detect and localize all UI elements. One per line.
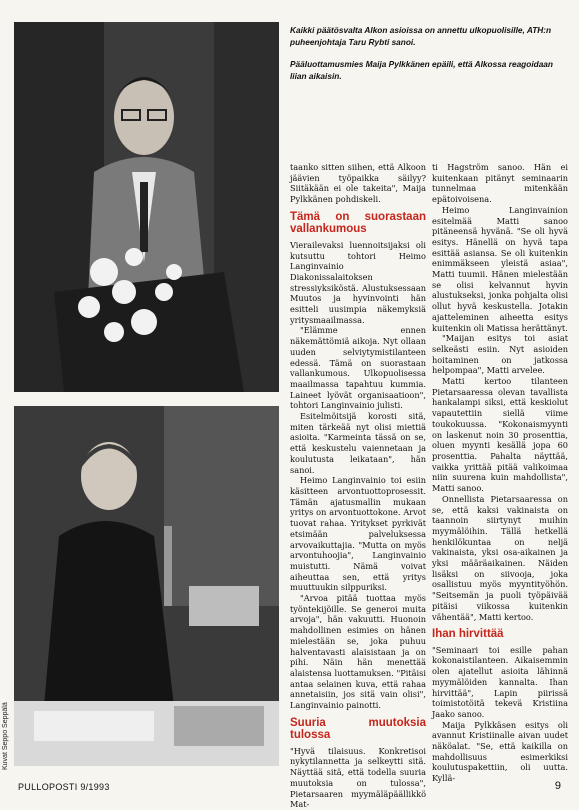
body-paragraph: "Elämme ennen näkemättömiä aikoja. Nyt ollaan uuden selviytymistilanteen edessä. Tämä on suorastaan vallankumous. Ulkopuolisessa maailmassa tapahtuu kummia. Laineet lyövät organisaatioon", tohtori Langinvainio julisti. xyxy=(290,325,426,411)
article-column-2 xyxy=(432,162,568,784)
photo-credit: Kuvat Seppo Seppälä xyxy=(2,702,9,770)
photo-speaker-woman xyxy=(14,406,279,766)
caption-paragraph: Pääluottamusmies Maija Pylkkänen epäili, että Alkossa reagoidaan liian aikaisin. xyxy=(290,59,553,81)
publication-footer: PULLOPOSTI 9/1993 xyxy=(18,782,110,792)
body-paragraph: Maija Pylkkäsen esitys oli avannut Kristiinalle aivan uudet näköalat. "Se, että kaikilla on mahdollisuus esimerkiksi koulutuspakettiin, oli uutta. Kyllä- xyxy=(432,719,568,784)
page-number: 9 xyxy=(554,780,561,792)
photo-speaker-man xyxy=(14,22,279,392)
body-paragraph: Heimo Langinvainion esitelmää Matti sanoo pitäneensä hyvänä. "Se oli hyvä esitys. Hänellä on hyvä tapa esittää asiansa. Se oli kuitenkin enimmäkseen yleistä asiaa", Matti tuumii. Hänen mielestään se olisi kelvannut hyvin alustukseksi, jonka pohjalta olisi ollut hyvä keskustella. Jotakin ajatteleminen aiheetta esitys kuitenkin oli Matissa herättänyt. xyxy=(432,204,568,333)
article-column-1 xyxy=(290,162,426,810)
body-paragraph: Vierailevaksi luennoitsijaksi oli kutsuttu tohtori Heimo Langinvainio Diakonissalaitoksen stressiyksiköstä. Alustuksessaan Muutos ja hyvinvointi hän esitteli uusimpia näkemyksiä yritysmaailmassa. xyxy=(290,239,426,325)
body-paragraph: taanko sitten siihen, että Alkoon jäävien työpaikka säilyy? Siitäkään ei ole takeita", Maija Pylkkänen pohdiskeli. xyxy=(290,162,426,205)
body-paragraph: "Hyvä tilaisuus. Konkretisoi nykytilannetta ja selkeytti sitä. Näyttää sitä, että todella suuria muutoksia on tulossa", Pietarsaaren myymäläpäällikkö Mat- xyxy=(290,745,426,810)
body-paragraph: "Seminaari toi esille pahan kokonaistilanteen. Aikaisemmin olen ajatellut asioita lähinnä myymälöiden kannalta. Ihan hirvittää", Lapin piirissä toimistotöitä tekevä Kristiina Jaako sanoo. xyxy=(432,644,568,719)
body-paragraph: Esitelmöitsijä korosti sitä, miten tärkeää nyt olisi miettiä asioita. "Karmeinta tässä on se, että keskustelu vaiennetaan ja koulutusta leikataan", hän sanoi. xyxy=(290,411,426,475)
subheading: Suuria muutoksia tulossa xyxy=(290,716,426,742)
body-paragraph: ti Hagström sanoo. Hän ei kuitenkaan pitänyt seminaarin tunnelmaa mitenkään epätoivoisena. xyxy=(432,162,568,205)
caption-paragraph: Kaikki päätösvalta Alkon asioissa on annettu ulkopuolisille, ATH:n puheenjohtaja Taru Rybti sanoi. xyxy=(290,25,552,47)
body-paragraph: Matti kertoo tilanteen Pietarsaaressa olevan tavallista hankalampi siksi, että keskiolut vapautettiin siellä viime toukokuussa. "Kokonaismyynti on laskenut noin 30 prosenttia, oluen myynti kesällä jopa 60 prosenttia. Pahalta näyttää, vaikka yrittää pitää valikoimaa niin suurena kuin mahdollista", Matti sanoo. xyxy=(432,376,568,494)
subheading: Tämä on suorastaan vallankumous xyxy=(290,210,426,236)
photo-caption xyxy=(290,24,560,92)
subheading: Ihan hirvittää xyxy=(432,628,504,641)
body-paragraph: "Maijan esitys toi asiat selkeästi esiin. Nyt asioiden hoitaminen on jatkossa helpompaa", Matti arvelee. xyxy=(432,333,568,376)
body-paragraph: Heimo Langinvainio toi esiin käsitteen arvontuottoprosessit. Tämän ajatusmallin mukaan yritys on arvontuottokone. Arvot tuovat rahaa. Yritykset pyrkivät etsimään palveluksessa arvovaikuttajia. "Mutta on myös arvontuhoojia", Langinvainio muistutti. Nämä voivat aiheuttaa sen, että yritys muuttuukin silppuriksi. xyxy=(290,475,426,593)
body-paragraph: "Arvoa pitää tuottaa myös työntekijöille. Se generoi muita arvoja", hän vakuutti. Huonoin mahdollinen esimies on hänen mielestään se, joka puhuu halventavasti alaisistaan ja on pihi. Näin hän menettää alaistensa luottamuksen. "Pitäisi antaa selainen kuva, että rahaa annetaisiin, jos sitä vain olisi", Langinvainio painotti. xyxy=(290,593,426,711)
body-paragraph: Onnellista Pietarsaaressa on se, että kaksi vakinaista on taannoin siirtynyt muihin myymälöihin. Tällä hetkellä henkilökuntaa on neljä vakinaista, yksi osa-aikainen ja yksi määräaikainen. Näiden lisäksi on siivooja, joka osallistuu myös myyntityöhön. "Seitsemän ja puoli työpäivää pitäisi viikossa kuitenkin vähentää", Matti kertoo. xyxy=(432,493,568,622)
